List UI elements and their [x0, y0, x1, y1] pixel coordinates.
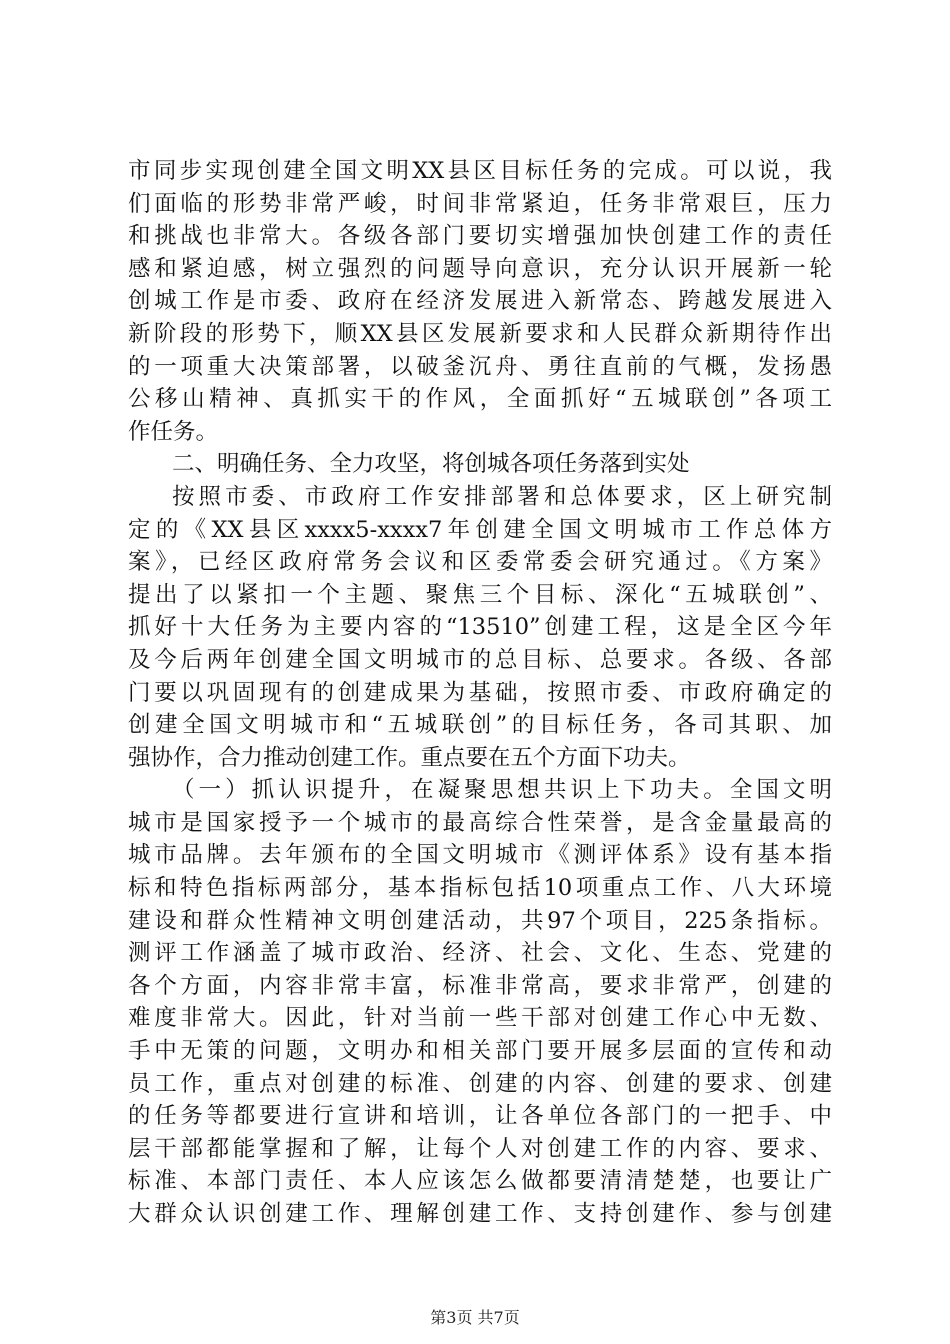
text-line: 提出了以紧扣一个主题、聚焦三个目标、深化“五城联创”、	[128, 581, 832, 608]
text-line: 门要以巩固现有的创建成果为基础，按照市委、市政府确定的	[128, 679, 832, 706]
text-line: 建设和群众性精神文明创建活动，共97个项目，225条指标。	[128, 907, 832, 934]
text-line: 二、明确任务、全力攻坚，将创城各项任务落到实处	[172, 451, 690, 478]
text-line: 测评工作涵盖了城市政治、经济、社会、文化、生态、党建的	[128, 940, 832, 967]
text-line: 手中无策的问题，文明办和相关部门要开展多层面的宣传和动	[128, 1038, 832, 1065]
text-line: 城市品牌。去年颁布的全国文明城市《测评体系》设有基本指	[128, 842, 832, 869]
text-line: 和挑战也非常大。各级各部门要切实增强加快创建工作的责任	[128, 223, 832, 250]
text-line: （一）抓认识提升，在凝聚思想共识上下功夫。全国文明	[172, 777, 832, 804]
text-line: 层干部都能掌握和了解，让每个人对创建工作的内容、要求、	[128, 1135, 832, 1162]
text-line: 公移山精神、真抓实干的作风，全面抓好“五城联创”各项工	[128, 386, 832, 413]
text-line: 抓好十大任务为主要内容的“13510”创建工程，这是全区今年	[128, 614, 832, 641]
text-line: 案》，已经区政府常务会议和区委常委会研究通过。《方案》	[128, 549, 832, 576]
text-line: 创城工作是市委、政府在经济发展进入新常态、跨越发展进入	[128, 288, 832, 315]
text-line: 市同步实现创建全国文明XX县区目标任务的完成。可以说，我	[128, 158, 832, 184]
text-line: 作任务。	[128, 418, 219, 445]
text-line: 员工作，重点对创建的标准、创建的内容、创建的要求、创建	[128, 1070, 832, 1097]
text-line: 及今后两年创建全国文明城市的总目标、总要求。各级、各部	[128, 646, 832, 673]
text-line: 难度非常大。因此，针对当前一些干部对创建工作心中无数、	[128, 1005, 832, 1032]
text-line: 新阶段的形势下，顺XX县区发展新要求和人民群众新期待作出	[128, 320, 832, 347]
text-line: 的任务等都要进行宣讲和培训，让各单位各部门的一把手、中	[128, 1103, 832, 1130]
text-line: 按照市委、市政府工作安排部署和总体要求，区上研究制	[172, 483, 832, 510]
text-line: 城市是国家授予一个城市的最高综合性荣誉，是含金量最高的	[128, 809, 832, 836]
text-line: 的一项重大决策部署，以破釜沉舟、勇往直前的气概，发扬愚	[128, 353, 832, 380]
text-line: 创建全国文明城市和“五城联创”的目标任务，各司其职、加	[128, 712, 832, 739]
page-number-label: 第3页 共7页	[430, 1308, 520, 1327]
text-line: 大群众认识创建工作、理解创建工作、支持创建作、参与创建	[128, 1201, 832, 1227]
text-line: 定的《XX县区xxxx5-xxxx7年创建全国文明城市工作总体方	[128, 516, 832, 543]
text-line: 感和紧迫感，树立强烈的问题导向意识，充分认识开展新一轮	[128, 255, 832, 282]
text-line: 标准、本部门责任、本人应该怎么做都要清清楚楚，也要让广	[128, 1168, 832, 1195]
text-line: 各个方面，内容非常丰富，标准非常高，要求非常严，创建的	[128, 972, 832, 999]
text-line: 们面临的形势非常严峻，时间非常紧迫，任务非常艰巨，压力	[128, 190, 832, 217]
text-line: 标和特色指标两部分，基本指标包括10项重点工作、八大环境	[128, 875, 832, 902]
document-body	[128, 155, 832, 1231]
text-line: 强协作，合力推动创建工作。重点要在五个方面下功夫。	[128, 744, 691, 771]
page-footer	[0, 1305, 950, 1328]
